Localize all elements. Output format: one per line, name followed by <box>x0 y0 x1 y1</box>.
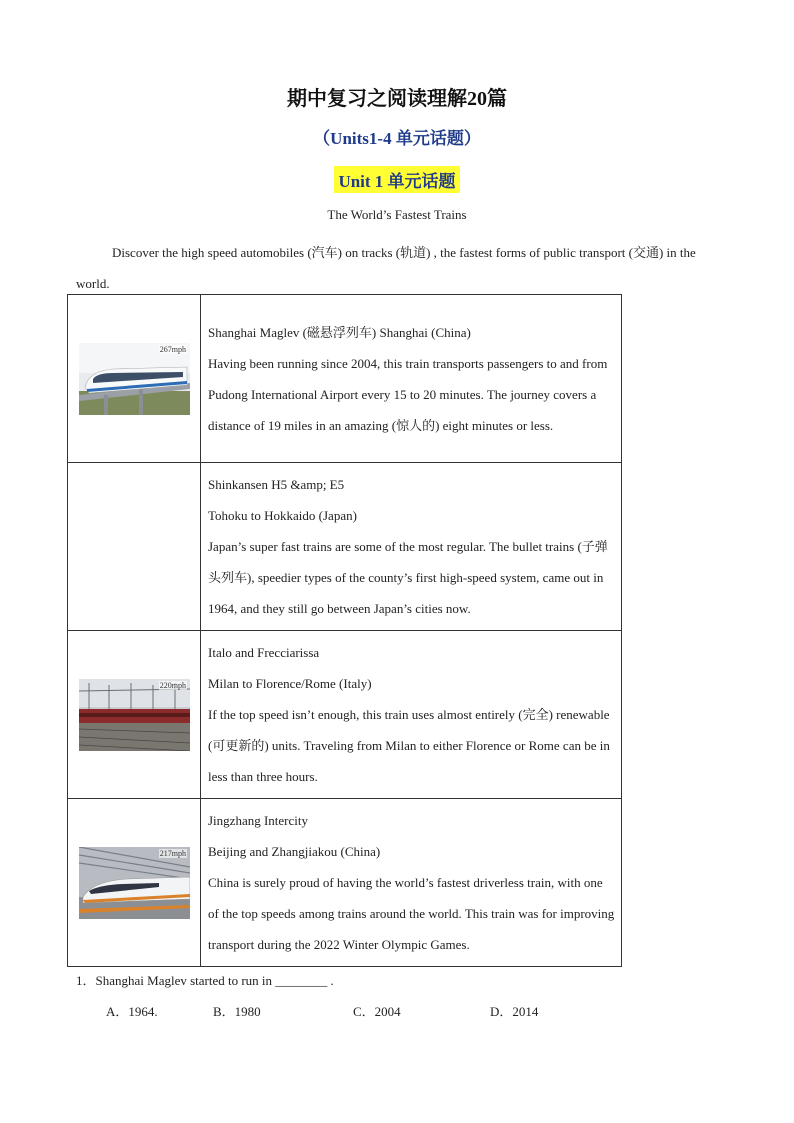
train-body-text: China is surely proud of having the world’s fastest driverless train, with one of the top speeds among trains around the world. This train was for improving transport during the 2022 Winter Olympic Games. <box>208 875 615 952</box>
train-route-line: Milan to Florence/Rome (Italy) <box>208 676 372 691</box>
option-b[interactable]: B．1980 <box>213 1004 261 1019</box>
italo-train-image <box>79 679 190 751</box>
speed-label: 267mph <box>159 344 186 354</box>
intro-paragraph: Discover the high speed automobiles (汽车) on tracks (轨道) , the fastest forms of public transport (交通) in the world. <box>76 245 696 291</box>
table-row <box>68 799 622 967</box>
unit-heading: Unit 1 单元话题 <box>334 166 459 193</box>
train-route-line: Tohoku to Hokkaido (Japan) <box>208 508 357 523</box>
train-name-line: Italo and Frecciarissa <box>208 645 320 660</box>
document-title: 期中复习之阅读理解20篇 <box>287 88 507 110</box>
option-c[interactable]: C．2004 <box>353 1004 401 1019</box>
maglev-train-image <box>79 343 190 415</box>
speed-label: 220mph <box>159 680 186 690</box>
passage-title: The World’s Fastest Trains <box>327 207 467 222</box>
question-text: 1．Shanghai Maglev started to run in ________ . <box>76 973 334 988</box>
train-route-line: Beijing and Zhangjiakou (China) <box>208 844 381 859</box>
train-body-text: Japan’s super fast trains are some of the most regular. The bullet trains (子弹头列车), speedier types of the county’s first high-speed system, came out in 1964, and they still go between Japan’s cities now. <box>208 539 608 616</box>
document-subtitle: （Units1-4 单元话题） <box>313 129 481 148</box>
option-a[interactable]: A．1964. <box>106 1004 158 1019</box>
train-description <box>201 799 622 967</box>
train-image-cell <box>68 295 201 463</box>
train-description <box>201 631 622 799</box>
table-row <box>68 295 622 463</box>
train-name-line: Shanghai Maglev (磁悬浮列车) Shanghai (China) <box>208 324 471 340</box>
speed-label: 217mph <box>159 848 186 858</box>
table-row <box>68 463 622 631</box>
train-body-text: Having been running since 2004, this train transports passengers to and from Pudong International Airport every 15 to 20 minutes. The journey covers a distance of 19 miles in an amazing (惊人的) eight minutes or less. <box>208 355 608 433</box>
train-name-line: Shinkansen H5 &amp; E5 <box>208 477 345 492</box>
option-d[interactable]: D．2014 <box>490 1004 539 1019</box>
train-description <box>201 295 622 463</box>
train-image-cell <box>68 631 201 799</box>
train-name-line: Jingzhang Intercity <box>208 813 308 828</box>
unit-heading-wrap <box>0 166 794 193</box>
table-row <box>68 631 622 799</box>
train-image-cell-empty <box>68 463 201 631</box>
train-image-cell <box>68 799 201 967</box>
jingzhang-train-image <box>79 847 190 919</box>
trains-table <box>67 294 622 967</box>
train-description <box>201 463 622 631</box>
train-body-text: If the top speed isn’t enough, this train uses almost entirely (完全) renewable (可更新的) units. Traveling from Milan to either Florence or Rome can be in less than three hours. <box>208 707 610 784</box>
